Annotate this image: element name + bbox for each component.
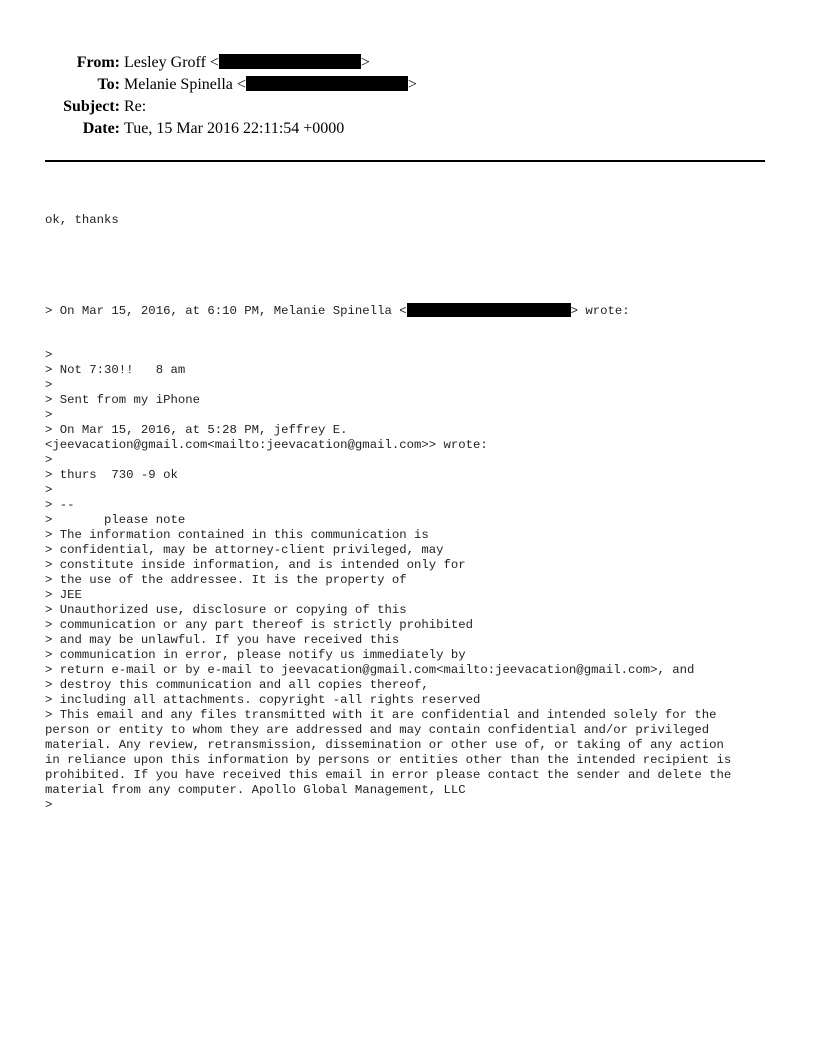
redaction-box [246, 76, 408, 91]
quoted-line: > Sent from my iPhone [45, 393, 200, 407]
quoted-line: material. Any review, retransmission, dissemination or other use of, or taking of any action [45, 738, 724, 752]
to-name: Melanie Spinella < [124, 76, 246, 93]
quote-intro-line [45, 303, 785, 318]
from-close: > [360, 54, 370, 71]
subject-value: Re: [124, 98, 147, 115]
to-row [0, 74, 816, 96]
quoted-line: > [45, 483, 53, 497]
quoted-line: > and may be unlawful. If you have received this [45, 633, 400, 647]
header-divider [45, 160, 765, 162]
subject-label: Subject: [63, 98, 120, 115]
quoted-line: > confidential, may be attorney-client privileged, may [45, 543, 444, 557]
from-row [0, 52, 816, 74]
quoted-line: > Unauthorized use, disclosure or copying of this [45, 603, 407, 617]
from-name: Lesley Groff < [124, 54, 219, 71]
quoted-line: > [45, 378, 53, 392]
quote-intro-prefix: > On Mar 15, 2016, at 6:10 PM, Melanie Spinella < [45, 304, 407, 318]
date-value: Tue, 15 Mar 2016 22:11:54 +0000 [124, 120, 345, 137]
quoted-line: > -- [45, 498, 75, 512]
quoted-line: > communication in error, please notify us immediately by [45, 648, 466, 662]
email-body [45, 183, 785, 828]
quoted-line: prohibited. If you have received this email in error please contact the sender and delete the [45, 768, 732, 782]
redaction-box [407, 303, 571, 317]
quoted-line: > [45, 453, 53, 467]
quoted-message [45, 348, 785, 813]
quoted-line: > the use of the addressee. It is the property of [45, 573, 407, 587]
quoted-line: > The information contained in this communication is [45, 528, 429, 542]
quoted-line: > On Mar 15, 2016, at 5:28 PM, jeffrey E. [45, 423, 348, 437]
quoted-line: > please note [45, 513, 186, 527]
to-label: To: [97, 76, 120, 93]
quoted-line: > This email and any files transmitted with it are confidential and intended solely for the [45, 708, 717, 722]
quoted-line: > thurs 730 -9 ok [45, 468, 178, 482]
from-label: From: [76, 54, 120, 71]
reply-text: ok, thanks [45, 213, 119, 227]
redaction-box [219, 54, 361, 69]
quoted-line: > Not 7:30!! 8 am [45, 363, 186, 377]
quoted-line: > constitute inside information, and is intended only for [45, 558, 466, 572]
quoted-line: material from any computer. Apollo Global Management, LLC [45, 783, 466, 797]
blank-line [45, 258, 785, 273]
quoted-line: > [45, 408, 53, 422]
to-value [124, 74, 417, 96]
quote-intro-suffix: > wrote: [570, 304, 630, 318]
quoted-line: <jeevacation@gmail.com<mailto:jeevacation@gmail.com>> wrote: [45, 438, 488, 452]
quoted-line: > return e-mail or by e-mail to jeevacation@gmail.com<mailto:jeevacation@gmail.com>, and [45, 663, 695, 677]
email-header [0, 52, 816, 140]
date-row [0, 118, 816, 140]
quoted-line: > communication or any part thereof is strictly prohibited [45, 618, 474, 632]
from-value [124, 52, 370, 74]
quoted-line: in reliance upon this information by persons or entities other than the intended recipient is [45, 753, 732, 767]
subject-row [0, 96, 816, 118]
quoted-line: > destroy this communication and all copies thereof, [45, 678, 429, 692]
quoted-line: > [45, 348, 53, 362]
quoted-line: > [45, 798, 53, 812]
quoted-line: person or entity to whom they are addressed and may contain confidential and/or privileged [45, 723, 710, 737]
quoted-line: > JEE [45, 588, 82, 602]
to-close: > [407, 76, 417, 93]
quoted-line: > including all attachments. copyright -all rights reserved [45, 693, 481, 707]
date-label: Date: [82, 120, 120, 137]
